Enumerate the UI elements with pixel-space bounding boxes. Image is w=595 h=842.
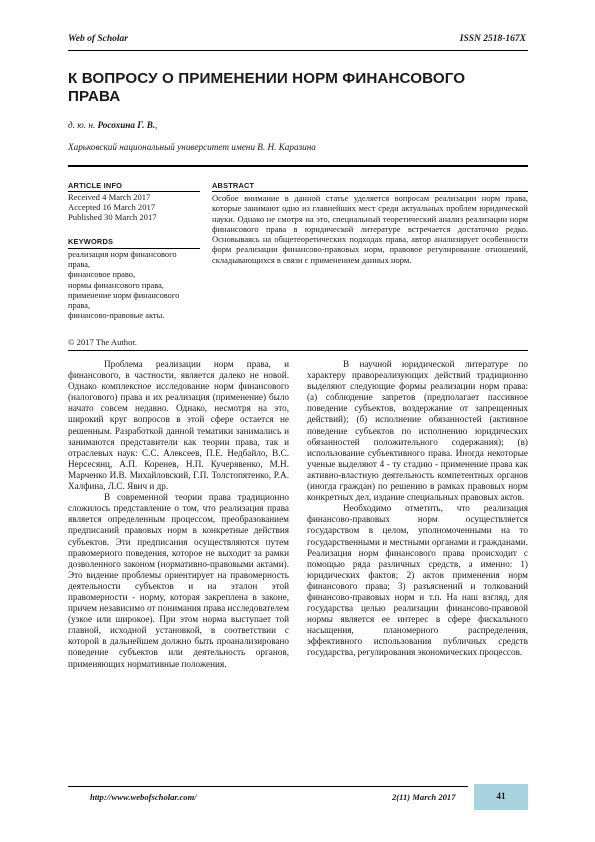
author-degree: д. ю. н. (68, 120, 98, 130)
keyword-item: применение норм финансового права, (68, 290, 180, 311)
affiliation: Харьковский национальный университет имени В. Н. Каразина (68, 142, 316, 152)
received-date: Received 4 March 2017 (68, 192, 151, 202)
body-paragraph: В современной теории права традиционно сложилось представление о том, что реализация права является определенным процессом, преобразованием предписаний правовых норм в конкретные действия субъектов. Эти предписания осуществляются путем правомерного поведения, которое не выходит за рамки дозволенного законом (нормативно-правовыми актами). Это видение проблемы ориентирует на правомерность деятельности субъектов и на эталон этой правомерности - норму, которая закреплена в законе, причем независимо от понимания права исследователем (узкое или широкое). При этом норма выступает той главной, исходной установкой, в соответствии с которой в дальнейшем должно быть проанализировано поведение субъектов или деятельность органов, применяющих нормативные положения. (68, 492, 290, 669)
page-number: 41 (496, 791, 506, 801)
keyword-item: финансово-правовые акты. (68, 311, 165, 321)
body-column-left (68, 359, 289, 670)
accepted-date: Accepted 16 March 2017 (68, 202, 156, 213)
body-divider (68, 350, 528, 351)
footer-divider (68, 786, 468, 787)
article-title: К ВОПРОСУ О ПРИМЕНЕНИИ НОРМ ФИНАНСОВОГО ПРАВА (68, 70, 466, 105)
body-paragraph: В научной юридической литературе по характеру правореализующих действий традиционно выделяют следующие формы реализации норм права: (а) соблюдение запретов (предполагает пассивное поведение субъектов, воздержание от запрещенных действий); (б) исполнение обязанностей (активное поведение субъектов по исполнению юридических обязанностей положительного содержания); (в) использование субъективного права. Иногда некоторые ученые выделяют 4 - ту стадию - применение права как активно-властную деятельность компетентных органов (иногда граждан) по решению в рамках правовых норм конкретных дел, издание специальных правовых актов. (307, 359, 528, 503)
journal-name: Web of Scholar (68, 34, 128, 44)
body-paragraph: Проблема реализации норм права, и финансового, в частности, является далеко не новой. Однако комплексное исследование норм финансового (налогового) права и их реализация (применение) было начато совсем недавно. Однако, несмотря на это, широкий круг вопросов в этой сфере остается не решенным. Разработкой данной тематики занимались и занимаются представители как теории права, так и отраслевых наук: С.С. Алексеев, П.Е. Недбайло, В.С. Нерсесянц, А.П. Коренев, Н.П. Кучерявенко, М.Н. Марченко И.В. Михайловский, Г.П. Толстопятенко, Р.А. Халфина, Л.С. Явич и др. (68, 359, 289, 492)
keywords-divider (68, 248, 200, 249)
keywords-heading: KEYWORDS (68, 237, 114, 246)
author-name: Росохина Г. В. (97, 120, 156, 130)
issn: ISSN 2518-167X (459, 34, 526, 44)
footer-url: http://www.webofscholar.com/ (90, 792, 197, 802)
abstract-text: Особое внимание в данной статье уделяется вопросам реализации норм права, которые занимают одно из главнейших мест среди актуальных проблем юридической науки. Однако не смотря на это, специальный теоретический анализ реализации норм финансового права в юридической литературе встречается достаточно редко. Основываясь на общетеоретических подходах права, автор анализирует особенности форм реализации финансово-правовых норм, правовое регулирование отношений, складывающихся в связи с применением данных норм. (212, 193, 528, 265)
abstract-heading: ABSTRACT (212, 181, 255, 190)
abstract-divider (212, 191, 528, 192)
keyword-item: нормы финансового права, (68, 280, 164, 290)
title-divider (68, 165, 528, 167)
keywords-list (68, 250, 200, 321)
body-paragraph: Необходимо отметить, что реализация финансово-правовых норм осуществляется государством в целом, уполномоченными на то государственными и местными органами и гражданами. Реализация норм финансового права происходит с помощью ряда различных средств, а именно: 1) юридических фактов; 2) актов применения норм финансового права; 3) разъяснений и толкований финансово-правовых норм и т.п. На наш взгляд, для государства целью реализации финансово-правовой нормы является ее интерес в сфере фискального насыщения, планомерного распределения, эффективного использования публичных средств государства, регулирования экономических процессов. (307, 503, 528, 658)
keyword-item: финансовое право, (68, 270, 136, 280)
keyword-item: реализация норм финансового права, (68, 250, 177, 270)
author-suffix: , (155, 120, 158, 130)
copyright-notice: © 2017 The Author. (68, 337, 137, 347)
author-line (68, 120, 157, 130)
body-column-right (307, 359, 528, 659)
published-date: Published 30 March 2017 (68, 212, 157, 223)
header-divider (68, 50, 528, 51)
article-info-heading: ARTICLE INFO (68, 181, 123, 190)
footer-issue: 2(11) March 2017 (392, 792, 456, 802)
article-dates (68, 192, 157, 223)
